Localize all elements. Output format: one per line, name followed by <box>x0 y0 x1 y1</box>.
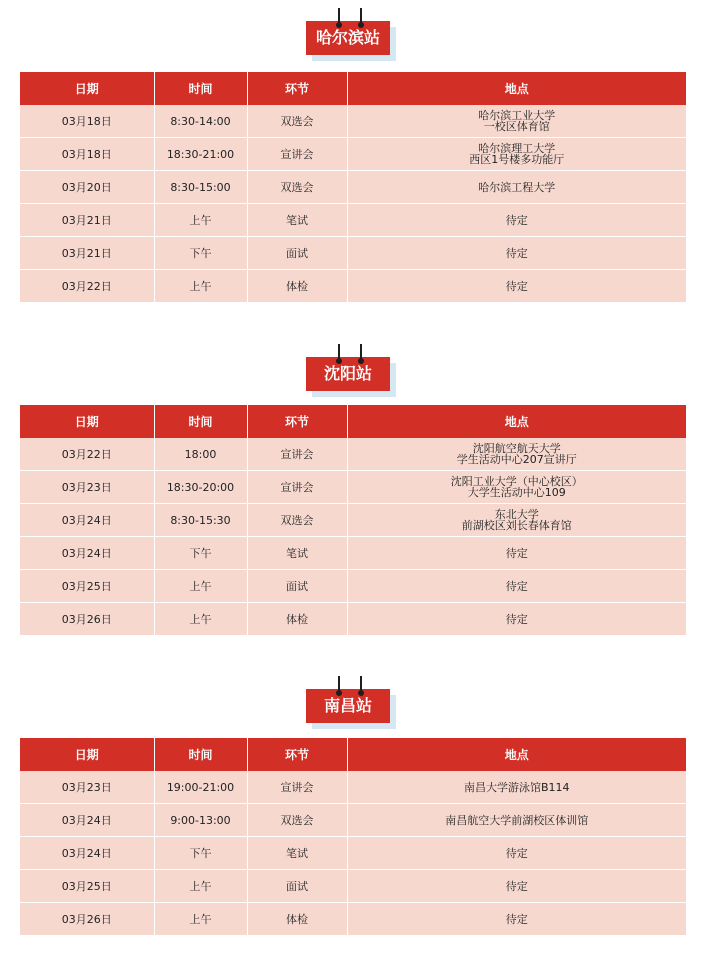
stage-cell: 笔试 <box>247 537 347 570</box>
schedule-table <box>20 405 686 636</box>
date-cell: 03月22日 <box>20 438 154 471</box>
location-line: 沈阳航空航天大学 <box>472 442 561 455</box>
column-header: 时间 <box>154 405 247 438</box>
date-cell: 03月24日 <box>20 537 154 570</box>
time-cell: 上午 <box>154 570 247 603</box>
time-cell: 下午 <box>154 537 247 570</box>
location-cell <box>347 771 686 804</box>
location-line: 沈阳工业大学（中心校区） <box>450 475 583 488</box>
column-header: 环节 <box>247 72 347 105</box>
pin-icon <box>338 344 340 361</box>
pin-icon <box>360 676 362 693</box>
station-title: 哈尔滨站 <box>306 21 390 55</box>
stage-cell: 宣讲会 <box>247 438 347 471</box>
location-cell <box>347 138 686 171</box>
pin-icon <box>338 8 340 25</box>
column-header: 日期 <box>20 72 154 105</box>
stage-cell: 双选会 <box>247 171 347 204</box>
stage-cell: 笔试 <box>247 837 347 870</box>
location-line: 待定 <box>505 213 528 227</box>
date-cell: 03月26日 <box>20 903 154 936</box>
table-row <box>20 870 686 903</box>
location-cell <box>347 537 686 570</box>
location-cell <box>347 504 686 537</box>
stage-cell: 面试 <box>247 237 347 270</box>
time-cell: 8:30-15:00 <box>154 171 247 204</box>
column-header: 环节 <box>247 405 347 438</box>
table-row <box>20 537 686 570</box>
time-cell: 8:30-15:30 <box>154 504 247 537</box>
column-header: 地点 <box>347 738 686 771</box>
pin-icon <box>360 8 362 25</box>
date-cell: 03月24日 <box>20 804 154 837</box>
location-line: 前湖校区刘长春体育馆 <box>461 519 572 532</box>
stage-cell: 双选会 <box>247 504 347 537</box>
table-header-row <box>20 405 686 438</box>
location-cell <box>347 870 686 903</box>
location-cell <box>347 105 686 138</box>
location-cell <box>347 171 686 204</box>
schedule-table <box>20 72 686 303</box>
location-line: 待定 <box>505 912 528 926</box>
table-row <box>20 171 686 204</box>
location-line: 哈尔滨工程大学 <box>478 180 556 194</box>
date-cell: 03月24日 <box>20 837 154 870</box>
table-row <box>20 603 686 636</box>
schedule-table <box>20 738 686 936</box>
table-row <box>20 438 686 471</box>
location-line: 哈尔滨工业大学 <box>478 109 556 122</box>
time-cell: 8:30-14:00 <box>154 105 247 138</box>
time-cell: 上午 <box>154 204 247 237</box>
location-cell <box>347 804 686 837</box>
stage-cell: 体检 <box>247 603 347 636</box>
pin-icon <box>360 344 362 361</box>
location-line: 一校区体育馆 <box>483 120 550 133</box>
column-header: 地点 <box>347 405 686 438</box>
stage-cell: 宣讲会 <box>247 138 347 171</box>
time-cell: 下午 <box>154 837 247 870</box>
stage-cell: 面试 <box>247 570 347 603</box>
column-header: 日期 <box>20 738 154 771</box>
time-cell: 18:30-20:00 <box>154 471 247 504</box>
time-cell: 下午 <box>154 237 247 270</box>
column-header: 时间 <box>154 72 247 105</box>
date-cell: 03月24日 <box>20 504 154 537</box>
stage-cell: 面试 <box>247 870 347 903</box>
station-badge <box>306 357 396 397</box>
date-cell: 03月18日 <box>20 105 154 138</box>
location-cell <box>347 471 686 504</box>
time-cell: 18:30-21:00 <box>154 138 247 171</box>
location-line: 南昌大学游泳馆B114 <box>463 780 570 794</box>
location-cell <box>347 837 686 870</box>
table-row <box>20 138 686 171</box>
location-line: 待定 <box>505 846 528 860</box>
table-row <box>20 804 686 837</box>
date-cell: 03月23日 <box>20 471 154 504</box>
table-row <box>20 105 686 138</box>
date-cell: 03月20日 <box>20 171 154 204</box>
location-line: 西区1号楼多功能厅 <box>469 153 565 166</box>
date-cell: 03月26日 <box>20 603 154 636</box>
pin-icon <box>338 676 340 693</box>
location-line: 待定 <box>505 546 528 560</box>
station-title: 南昌站 <box>306 689 390 723</box>
location-line: 南昌航空大学前湖校区体训馆 <box>445 813 589 827</box>
date-cell: 03月25日 <box>20 570 154 603</box>
table-row <box>20 504 686 537</box>
time-cell: 19:00-21:00 <box>154 771 247 804</box>
date-cell: 03月21日 <box>20 204 154 237</box>
stage-cell: 双选会 <box>247 804 347 837</box>
table-row <box>20 903 686 936</box>
location-line: 哈尔滨理工大学 <box>478 142 556 155</box>
location-cell <box>347 603 686 636</box>
time-cell: 上午 <box>154 870 247 903</box>
stage-cell: 体检 <box>247 270 347 303</box>
column-header: 日期 <box>20 405 154 438</box>
table-row <box>20 237 686 270</box>
table-row <box>20 837 686 870</box>
stage-cell: 宣讲会 <box>247 471 347 504</box>
location-cell <box>347 270 686 303</box>
table-row <box>20 771 686 804</box>
date-cell: 03月23日 <box>20 771 154 804</box>
stage-cell: 体检 <box>247 903 347 936</box>
location-line: 大学生活动中心109 <box>467 486 566 499</box>
column-header: 环节 <box>247 738 347 771</box>
location-line: 待定 <box>505 579 528 593</box>
table-row <box>20 204 686 237</box>
column-header: 时间 <box>154 738 247 771</box>
location-cell <box>347 903 686 936</box>
location-line: 待定 <box>505 612 528 626</box>
location-cell <box>347 237 686 270</box>
table-header-row <box>20 738 686 771</box>
date-cell: 03月18日 <box>20 138 154 171</box>
time-cell: 9:00-13:00 <box>154 804 247 837</box>
table-header-row <box>20 72 686 105</box>
time-cell: 上午 <box>154 603 247 636</box>
station-badge <box>306 689 396 729</box>
date-cell: 03月22日 <box>20 270 154 303</box>
time-cell: 18:00 <box>154 438 247 471</box>
table-row <box>20 471 686 504</box>
location-line: 学生活动中心207宣讲厅 <box>456 453 577 466</box>
date-cell: 03月25日 <box>20 870 154 903</box>
table-row <box>20 270 686 303</box>
column-header: 地点 <box>347 72 686 105</box>
location-cell <box>347 570 686 603</box>
location-line: 待定 <box>505 279 528 293</box>
station-title: 沈阳站 <box>306 357 390 391</box>
time-cell: 上午 <box>154 270 247 303</box>
table-row <box>20 570 686 603</box>
stage-cell: 笔试 <box>247 204 347 237</box>
time-cell: 上午 <box>154 903 247 936</box>
location-line: 东北大学 <box>494 508 539 521</box>
station-badge <box>306 21 396 61</box>
date-cell: 03月21日 <box>20 237 154 270</box>
stage-cell: 双选会 <box>247 105 347 138</box>
location-cell <box>347 204 686 237</box>
location-cell <box>347 438 686 471</box>
stage-cell: 宣讲会 <box>247 771 347 804</box>
location-line: 待定 <box>505 879 528 893</box>
location-line: 待定 <box>505 246 528 260</box>
